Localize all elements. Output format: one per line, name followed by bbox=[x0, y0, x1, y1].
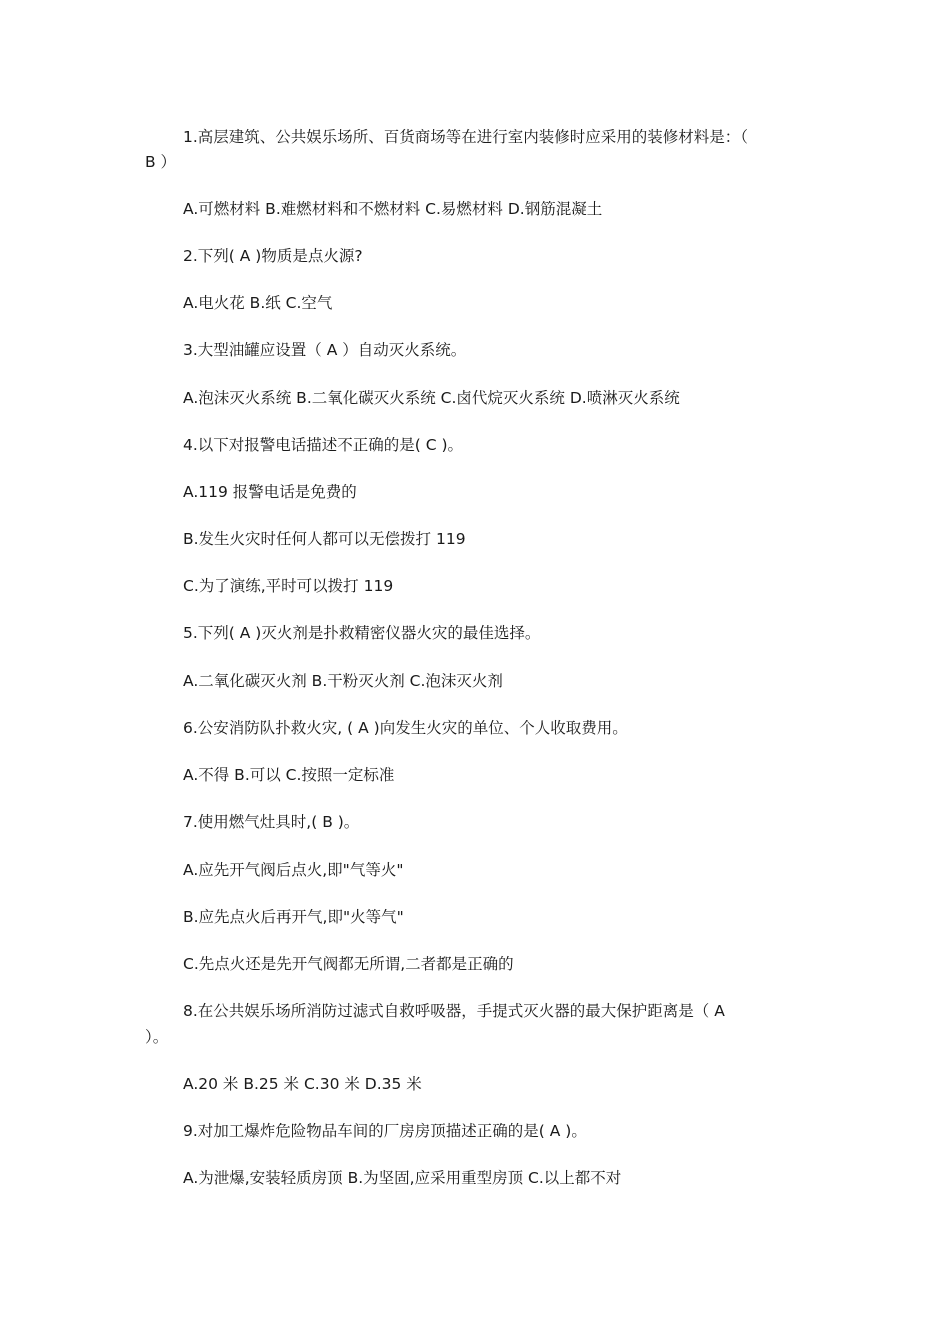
question-6-text: 6.公安消防队扑救火灾, ( A )向发生火灾的单位、个人收取费用。 bbox=[183, 719, 628, 737]
question-5-text: 5.下列( A )灭火剂是扑救精密仪器火灾的最佳选择。 bbox=[183, 624, 541, 642]
question-7-text: 7.使用燃气灶具时,( B )。 bbox=[183, 813, 360, 831]
question-3-options: A.泡沫灭火系统 B.二氧化碳灭火系统 C.卤代烷灭火系统 D.喷淋灭火系统 bbox=[183, 389, 680, 407]
question-6-options: A.不得 B.可以 C.按照一定标准 bbox=[183, 766, 395, 784]
question-7-option-c: C.先点火还是先开气阀都无所谓,二者都是正确的 bbox=[183, 955, 514, 973]
question-8-text-continued: ）。 bbox=[145, 1028, 169, 1046]
question-2-options: A.电火花 B.纸 C.空气 bbox=[183, 294, 333, 312]
question-4-option-c: C.为了演练,平时可以拨打 119 bbox=[183, 577, 394, 595]
question-8-options: A.20 米 B.25 米 C.30 米 D.35 米 bbox=[183, 1075, 422, 1093]
question-3-text: 3.大型油罐应设置（ A ）自动灭火系统。 bbox=[183, 341, 467, 359]
question-4-option-a: A.119 报警电话是免费的 bbox=[183, 483, 357, 501]
question-4-text: 4.以下对报警电话描述不正确的是( C )。 bbox=[183, 436, 464, 454]
question-9-options: A.为泄爆,安装轻质房顶 B.为坚固,应采用重型房顶 C.以上都不对 bbox=[183, 1169, 622, 1187]
question-7-option-b: B.应先点火后再开气,即"火等气" bbox=[183, 908, 404, 926]
question-7-option-a: A.应先开气阀后点火,即"气等火" bbox=[183, 861, 404, 879]
question-1-text: 1.高层建筑、公共娱乐场所、百货商场等在进行室内装修时应采用的装修材料是：（ bbox=[183, 128, 749, 146]
question-1-text-continued: B ） bbox=[145, 153, 177, 171]
question-8-text: 8.在公共娱乐场所消防过滤式自救呼吸器，手提式灭火器的最大保护距离是（ A bbox=[183, 1002, 725, 1020]
question-4-option-b: B.发生火灾时任何人都可以无偿拨打 119 bbox=[183, 530, 466, 548]
question-1-options: A.可燃材料 B.难燃材料和不燃材料 C.易燃材料 D.钢筋混凝土 bbox=[183, 200, 603, 218]
question-2-text: 2.下列( A )物质是点火源? bbox=[183, 247, 363, 265]
question-5-options: A.二氧化碳灭火剂 B.干粉灭火剂 C.泡沫灭火剂 bbox=[183, 672, 503, 690]
question-9-text: 9.对加工爆炸危险物品车间的厂房房顶描述正确的是( A )。 bbox=[183, 1122, 587, 1140]
